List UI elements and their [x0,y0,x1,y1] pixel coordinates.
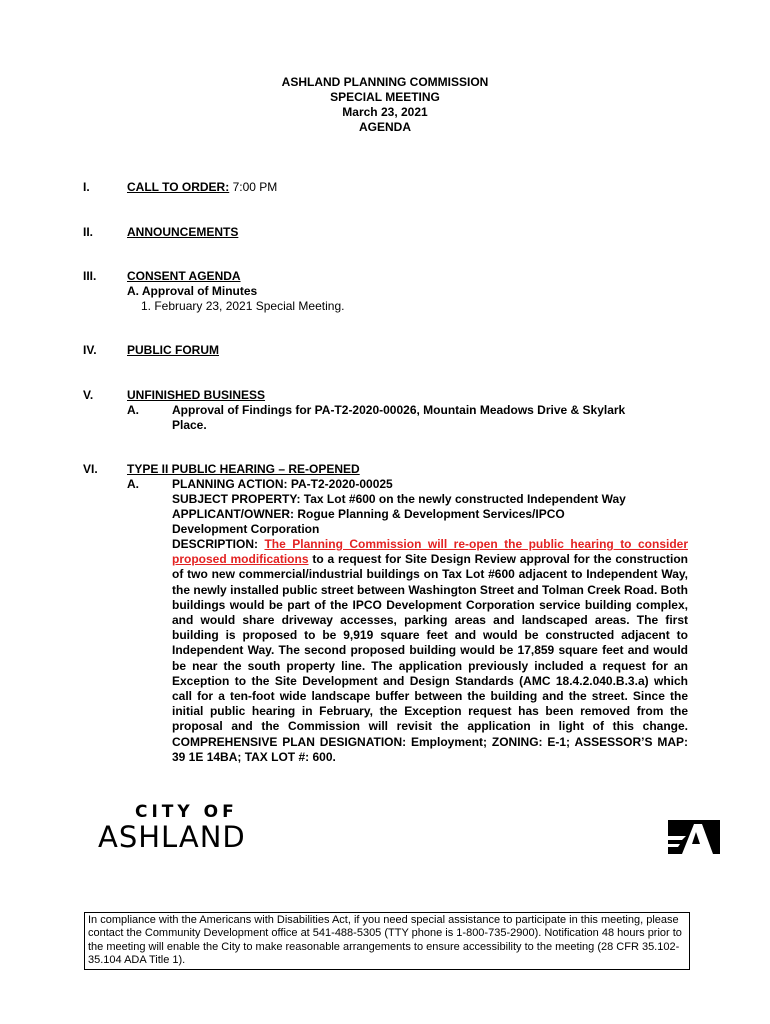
section-title: CALL TO ORDER: [127,180,230,194]
call-time: 7:00 PM [229,180,278,194]
agenda-header [0,75,770,135]
section-title: PUBLIC FORUM [127,343,219,357]
section-number: VI. [83,462,98,476]
subject-property: SUBJECT PROPERTY: Tax Lot #600 on the newly constructed Independent Way [172,492,626,506]
logo-city-of: CITY OF [135,802,238,822]
section-title: TYPE II PUBLIC HEARING – RE-OPENED [127,462,360,476]
meeting-type: SPECIAL MEETING [330,90,440,104]
description-highlight: The Planning Commission will re-open the public hearing to consider proposed modifications [172,537,688,567]
meeting-date: March 23, 2021 [342,105,428,119]
applicant-owner: APPLICANT/OWNER: Rogue Planning & Development Services/IPCO Development Corporation [172,507,565,536]
ashland-a-mark-icon [668,820,720,854]
ada-notice: In compliance with the Americans with Disabilities Act, if you need special assistance to participate in this meeting, please contact the Community Development office at 541-488-5305 (TTY phone is 1-800-735-2900). Notification 48 hours prior to the meeting will enable the City to make reasonable arrangements to ensure accessibility to the meeting (28 CFR 35.102-35.104 ADA Title 1). [84,912,690,970]
section-number: I. [83,180,90,194]
commission-name: ASHLAND PLANNING COMMISSION [281,75,489,89]
section-number: II. [83,225,94,239]
section-title: UNFINISHED BUSINESS [127,388,266,402]
section-title: CONSENT AGENDA [127,269,241,283]
section-number: IV. [83,343,97,357]
section-title: ANNOUNCEMENTS [127,225,239,239]
section-number: III. [83,269,97,283]
planning-action: PLANNING ACTION: PA-T2-2020-00025 [172,477,393,491]
description-label: DESCRIPTION: [172,537,265,551]
item-label: A. [127,403,139,417]
logo-ashland: ASHLAND [98,820,246,854]
item-label: A. [127,477,139,491]
city-of-ashland-logo [98,802,246,853]
section-number: V. [83,388,94,402]
minutes-item: 1. February 23, 2021 Special Meeting. [141,299,345,313]
description-text: to a request for Site Design Review approval for the construction of two new commercial/industrial buildings on Tax Lot #600 adjacent to Independent Way, the newly installed public street between Washington Street and Tolman Creek Road. Both buildings would be part of the IPCO Development Corporation service building complex, and would share driveway accesses, parking areas and landscaped areas. The first building is proposed to be 9,919 square feet and would be constructed adjacent to Independent Way. The second proposed building would be 17,859 square feet and would be near the south property line. The application previously included a request for an Exception to the Site Development and Design Standards (AMC 18.4.2.040.B.3.a) which call for a ten-foot wide landscape buffer between the building and the street. Since the initial public hearing in February, the Exception request has been removed from the proposal and the Commission will revisit the application in light of this change. COMPREHENSIVE PLAN DESIGNATION: Employment; ZONING: E-1; ASSESSOR’S MAP: 39 1E 14BA; TAX LOT #: 600. [172,552,688,764]
description [172,537,688,765]
agenda-title: AGENDA [358,120,411,134]
approval-of-minutes: A. Approval of Minutes [127,284,258,298]
findings-approval: Approval of Findings for PA-T2-2020-00026, Mountain Meadows Drive & Skylark Place. [172,403,626,432]
